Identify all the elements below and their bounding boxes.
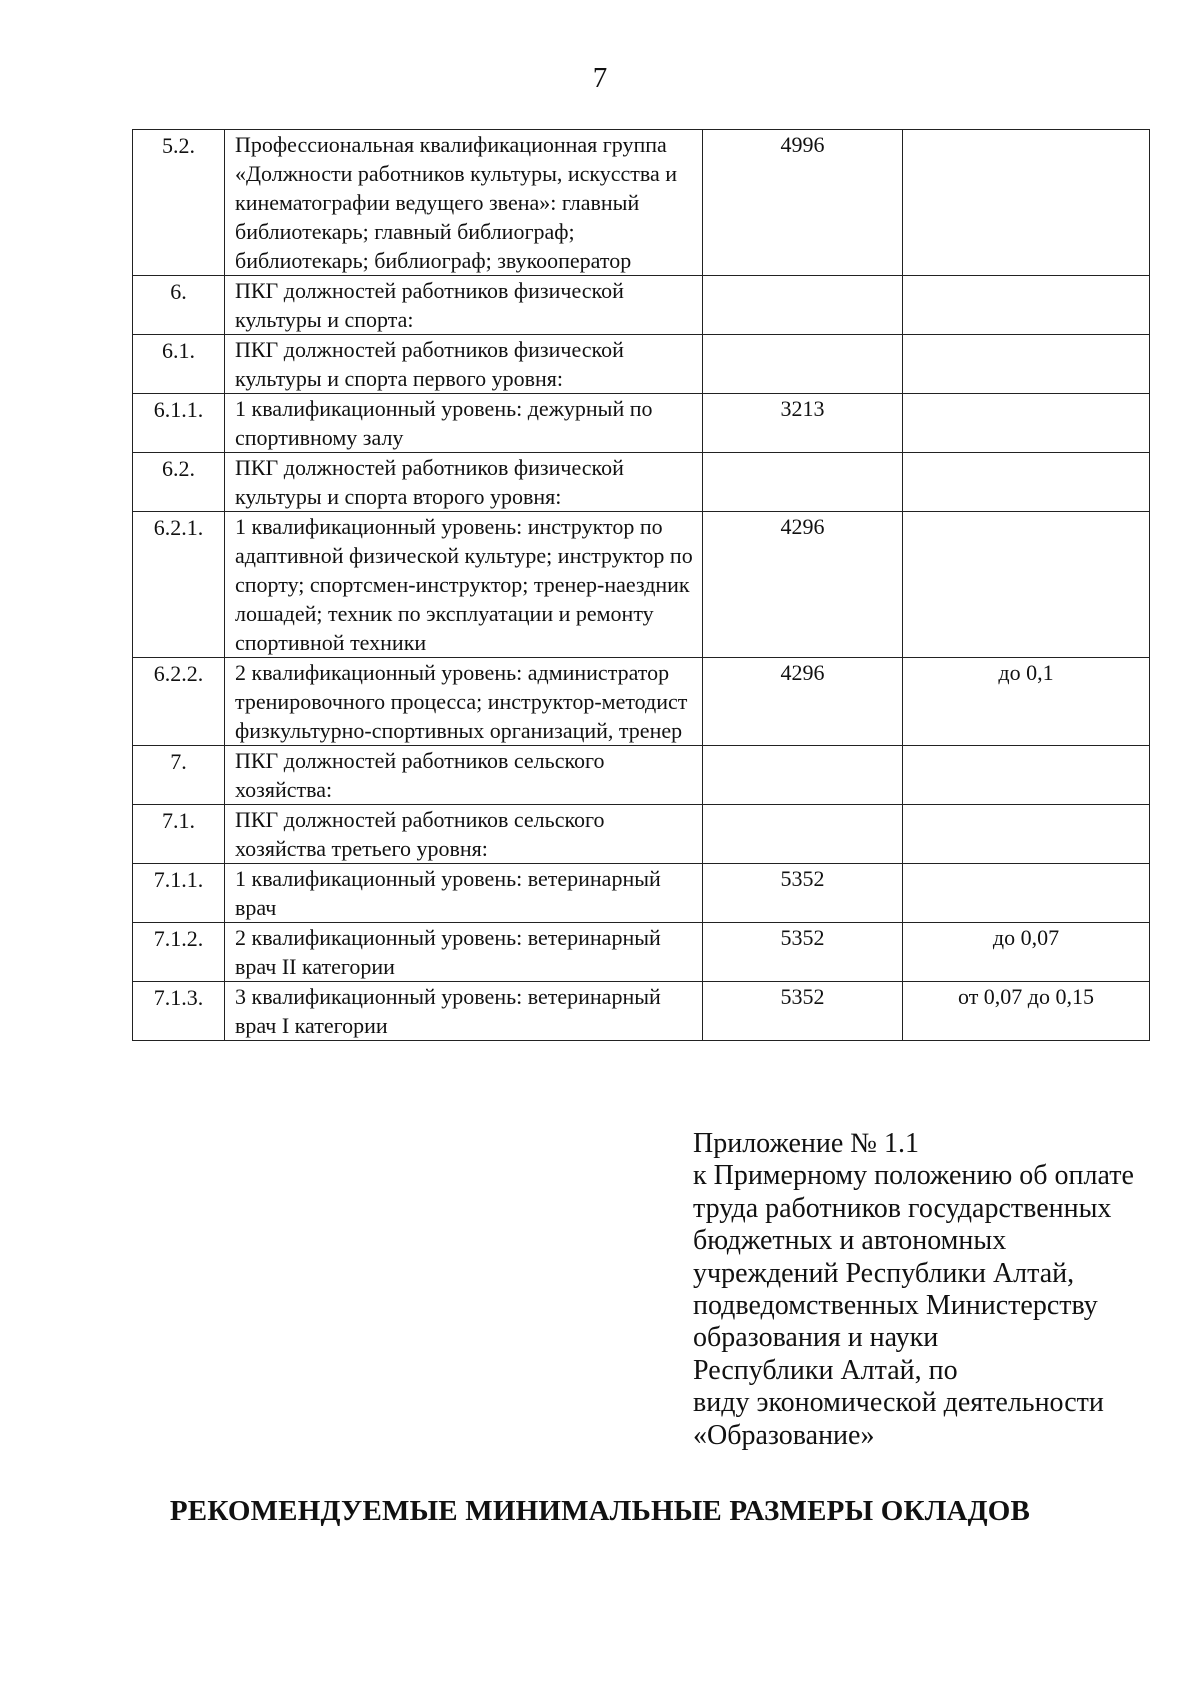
appendix-line: образования и науки <box>693 1322 939 1354</box>
table-row <box>133 746 1150 805</box>
position-name: 2 квалификационный уровень: администратор тренировочного процесса; инструктор-методист физкультурно-спортивных организаций, тренер <box>225 658 703 746</box>
row-number: 7.1.2. <box>133 923 225 982</box>
row-number: 6.2.1. <box>133 512 225 658</box>
appendix-line: подведомственных Министерству <box>693 1290 1098 1322</box>
coefficient-value <box>903 864 1150 923</box>
salary-value: 4296 <box>703 512 903 658</box>
position-name: 1 квалификационный уровень: дежурный по спортивному залу <box>225 394 703 453</box>
page-number: 7 <box>592 62 608 94</box>
row-number: 7.1.1. <box>133 864 225 923</box>
row-number: 6.1.1. <box>133 394 225 453</box>
salary-value: 5352 <box>703 923 903 982</box>
coefficient-value: до 0,07 <box>903 923 1150 982</box>
row-number: 6.1. <box>133 335 225 394</box>
position-name: ПКГ должностей работников сельского хозяйства третьего уровня: <box>225 805 703 864</box>
table-row <box>133 130 1150 276</box>
appendix-line: «Образование» <box>693 1419 875 1451</box>
appendix-line: к Примерному положению об оплате <box>693 1160 1134 1192</box>
salary-value <box>703 335 903 394</box>
row-number: 7.1. <box>133 805 225 864</box>
row-number: 6. <box>133 276 225 335</box>
appendix-line: Приложение № 1.1 <box>693 1128 919 1159</box>
salary-table <box>132 129 1150 1041</box>
position-name: ПКГ должностей работников сельского хозяйства: <box>225 746 703 805</box>
position-name: Профессиональная квалификационная группа «Должности работников культуры, искусства и кинематографии ведущего звена»: главный библиотекарь; главный библиограф; библиотекарь; библиограф; звукооператор <box>225 130 703 276</box>
coefficient-value: от 0,07 до 0,15 <box>903 982 1150 1041</box>
position-name: 1 квалификационный уровень: ветеринарный врач <box>225 864 703 923</box>
coefficient-value <box>903 276 1150 335</box>
document-heading: РЕКОМЕНДУЕМЫЕ МИНИМАЛЬНЫЕ РАЗМЕРЫ ОКЛАДОВ <box>169 1495 1031 1527</box>
position-name: ПКГ должностей работников физической культуры и спорта первого уровня: <box>225 335 703 394</box>
coefficient-value: до 0,1 <box>903 658 1150 746</box>
row-number: 7. <box>133 746 225 805</box>
coefficient-value <box>903 512 1150 658</box>
coefficient-value <box>903 335 1150 394</box>
table-row <box>133 982 1150 1041</box>
row-number: 6.2. <box>133 453 225 512</box>
coefficient-value <box>903 130 1150 276</box>
coefficient-value <box>903 394 1150 453</box>
appendix-line: виду экономической деятельности <box>693 1387 1104 1419</box>
position-name: 3 квалификационный уровень: ветеринарный врач I категории <box>225 982 703 1041</box>
position-name: 1 квалификационный уровень: инструктор по адаптивной физической культуре; инструктор по спорту; спортсмен-инструктор; тренер-наездник лошадей; техник по эксплуатации и ремонту спортивной техники <box>225 512 703 658</box>
position-name: ПКГ должностей работников физической культуры и спорта: <box>225 276 703 335</box>
table-row <box>133 805 1150 864</box>
appendix-line: Республики Алтай, по <box>693 1354 958 1386</box>
coefficient-value <box>903 746 1150 805</box>
coefficient-value <box>903 805 1150 864</box>
appendix-line: учреждений Республики Алтай, <box>693 1257 1075 1289</box>
table-row <box>133 335 1150 394</box>
salary-value: 5352 <box>703 982 903 1041</box>
appendix-line: бюджетных и автономных <box>693 1225 1007 1257</box>
salary-value: 4996 <box>703 130 903 276</box>
position-name: ПКГ должностей работников физической культуры и спорта второго уровня: <box>225 453 703 512</box>
table-row <box>133 453 1150 512</box>
position-name: 2 квалификационный уровень: ветеринарный врач II категории <box>225 923 703 982</box>
table-row <box>133 276 1150 335</box>
salary-value <box>703 276 903 335</box>
salary-value <box>703 746 903 805</box>
salary-value: 5352 <box>703 864 903 923</box>
row-number: 5.2. <box>133 130 225 276</box>
salary-value <box>703 453 903 512</box>
table-row <box>133 658 1150 746</box>
appendix-block <box>693 1128 1173 1452</box>
coefficient-value <box>903 453 1150 512</box>
table-row <box>133 864 1150 923</box>
table-row <box>133 394 1150 453</box>
table-row <box>133 512 1150 658</box>
table-row <box>133 923 1150 982</box>
salary-value: 4296 <box>703 658 903 746</box>
row-number: 7.1.3. <box>133 982 225 1041</box>
salary-value: 3213 <box>703 394 903 453</box>
row-number: 6.2.2. <box>133 658 225 746</box>
appendix-line: труда работников государственных <box>693 1192 1112 1224</box>
salary-value <box>703 805 903 864</box>
